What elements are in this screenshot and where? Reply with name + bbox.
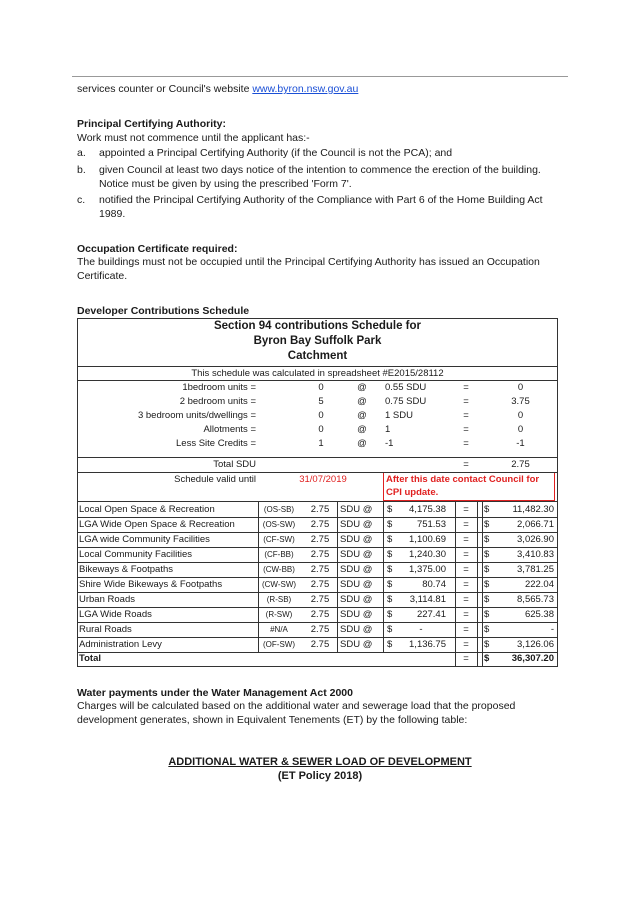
unit-rate: -1 (385, 438, 394, 449)
table-row (78, 502, 557, 518)
currency-sign: $ (387, 639, 393, 650)
table-row (78, 637, 557, 653)
contribution-amount: 3,126.06 (517, 639, 554, 650)
valid-label: Schedule valid until (174, 474, 256, 485)
contribution-unit: SDU @ (340, 624, 373, 635)
contribution-code: (R-SW) (265, 610, 293, 619)
currency-sign: $ (484, 639, 490, 650)
list-item (77, 194, 557, 221)
list-item-text: appointed a Principal Certifying Authority (if the Council is not the PCA); and (99, 147, 453, 159)
contribution-amount: 3,026.90 (517, 534, 554, 545)
currency-sign: $ (387, 534, 393, 545)
unit-total: 0 (517, 410, 524, 421)
total-amount: 36,307.20 (511, 653, 554, 664)
equals-sign: = (463, 639, 469, 650)
intro-paragraph (77, 83, 557, 97)
equals-sign: = (463, 564, 469, 575)
contribution-amount: - (550, 624, 554, 635)
currency-sign: $ (387, 594, 393, 605)
unit-label: Allotments = (203, 424, 256, 435)
grid-line (383, 502, 384, 652)
equals-sign: = (463, 594, 469, 605)
contribution-sdu: 2.75 (310, 534, 330, 545)
currency-sign: $ (484, 579, 490, 590)
equals-sign: = (463, 579, 469, 590)
grid-line (455, 502, 456, 666)
unit-label: 1bedroom units = (182, 382, 256, 393)
unit-rate: 1 (385, 424, 391, 435)
contribution-rate: 227.41 (416, 609, 446, 620)
at-sign: @ (357, 424, 367, 435)
contribution-amount: 2,066.71 (517, 519, 554, 530)
contribution-sdu: 2.75 (310, 624, 330, 635)
table-title-line: Section 94 contributions Schedule for (213, 320, 422, 332)
total-row (78, 652, 557, 666)
currency-sign: $ (387, 609, 393, 620)
equals-sign: = (463, 459, 469, 470)
contribution-unit: SDU @ (340, 534, 373, 545)
list-item (77, 147, 557, 161)
contribution-sdu: 2.75 (310, 609, 330, 620)
intro-text: services counter or Council's website (77, 83, 253, 95)
water-table-heading (155, 755, 485, 783)
contribution-name: Local Community Facilities (79, 549, 192, 560)
contribution-code: (OS-SW) (262, 520, 296, 529)
table-row (78, 607, 557, 623)
contribution-amount: 222.04 (524, 579, 554, 590)
water-table-subtitle: (ET Policy 2018) (277, 770, 363, 782)
table-row (78, 592, 557, 608)
contribution-code: (CF-BB) (264, 550, 294, 559)
contribution-rate: - (419, 624, 423, 635)
unit-label: Less Site Credits = (176, 438, 256, 449)
contribution-rate: 80.74 (422, 579, 446, 590)
unit-qty: 0 (318, 424, 324, 435)
unit-total: 0 (517, 382, 524, 393)
table-row (78, 622, 557, 638)
contribution-sdu: 2.75 (310, 594, 330, 605)
unit-rate: 1 SDU (385, 410, 413, 421)
grid-line (477, 502, 478, 666)
contribution-name: Bikeways & Footpaths (79, 564, 173, 575)
contribution-unit: SDU @ (340, 639, 373, 650)
list-item-text: given Council at least two days notice of the intention to commence the erection of the building. Notice must be given by using the prescribed 'Form 7'. (99, 164, 541, 190)
cpi-warning: After this date contact Council for CPI update. (386, 474, 540, 498)
unit-row (78, 381, 557, 395)
unit-total: -1 (516, 438, 525, 449)
equals-sign: = (463, 519, 469, 530)
grid-line (258, 502, 259, 652)
contribution-sdu: 2.75 (310, 564, 330, 575)
unit-row (78, 423, 557, 437)
list-item (77, 164, 557, 191)
contribution-unit: SDU @ (340, 609, 373, 620)
at-sign: @ (357, 410, 367, 421)
currency-sign: $ (484, 653, 490, 664)
contribution-code: #N/A (270, 625, 288, 634)
contribution-name: Administration Levy (79, 639, 162, 650)
currency-sign: $ (387, 579, 393, 590)
currency-sign: $ (484, 504, 490, 515)
contribution-name: Local Open Space & Recreation (79, 504, 215, 515)
currency-sign: $ (387, 519, 393, 530)
grid-line (482, 502, 483, 666)
contribution-code: (R-SB) (266, 595, 292, 604)
contribution-amount: 625.38 (524, 609, 554, 620)
contribution-code: (CW-BB) (263, 565, 295, 574)
equals-sign: = (463, 438, 469, 449)
total-sdu-label: Total SDU (213, 459, 256, 470)
equals-sign: = (463, 410, 469, 421)
table-title (78, 319, 557, 367)
table-title-line: Catchment (287, 350, 348, 362)
council-website-link[interactable]: www.byron.nsw.gov.au (252, 83, 359, 95)
contribution-rate: 4,175.38 (409, 504, 446, 515)
unit-rate: 0.55 SDU (385, 382, 427, 393)
contribution-name: Shire Wide Bikeways & Footpaths (79, 579, 223, 590)
contribution-rate: 3,114.81 (409, 594, 446, 605)
currency-sign: $ (387, 504, 393, 515)
currency-sign: $ (484, 564, 490, 575)
contribution-amount: 3,410.83 (517, 549, 554, 560)
contribution-code: (OS-SB) (263, 505, 295, 514)
currency-sign: $ (484, 549, 490, 560)
equals-sign: = (463, 624, 469, 635)
contribution-unit: SDU @ (340, 594, 373, 605)
contribution-code: (CF-SW) (263, 535, 295, 544)
contribution-sdu: 2.75 (310, 549, 330, 560)
valid-date: 31/07/2019 (299, 474, 347, 485)
contribution-rate: 1,375.00 (409, 564, 446, 575)
list-item-text: notified the Principal Certifying Authority of the Compliance with Part 6 of the Home Building Act 1989. (99, 194, 543, 220)
currency-sign: $ (387, 549, 393, 560)
table-row (78, 517, 557, 533)
contribution-rate: 1,100.69 (409, 534, 446, 545)
contribution-rate: 751.53 (416, 519, 446, 530)
equals-sign: = (463, 396, 469, 407)
unit-total: 3.75 (511, 396, 530, 407)
table-row (78, 562, 557, 578)
contribution-sdu: 2.75 (310, 519, 330, 530)
currency-sign: $ (484, 624, 490, 635)
occupation-heading: Occupation Certificate required: (77, 243, 238, 255)
unit-qty: 0 (318, 382, 324, 393)
water-table-title: ADDITIONAL WATER & SEWER LOAD OF DEVELOPMENT (168, 756, 472, 768)
equals-sign: = (463, 653, 469, 664)
unit-qty: 1 (318, 438, 324, 449)
table-row (78, 547, 557, 563)
equals-sign: = (463, 382, 469, 393)
at-sign: @ (357, 396, 367, 407)
unit-row (78, 395, 557, 409)
equals-sign: = (463, 504, 469, 515)
contribution-amount: 3,781.25 (517, 564, 554, 575)
equals-sign: = (463, 549, 469, 560)
contribution-unit: SDU @ (340, 549, 373, 560)
list-item-marker: c. (77, 194, 86, 206)
occupation-text: The buildings must not be occupied until the Principal Certifying Authority has issued an Occupation Certificate. (77, 256, 540, 282)
contributions-heading: Developer Contributions Schedule (77, 305, 250, 317)
contribution-unit: SDU @ (340, 519, 373, 530)
currency-sign: $ (387, 564, 393, 575)
header-rule (72, 76, 568, 77)
contribution-code: (CW-SW) (261, 580, 297, 589)
currency-sign: $ (484, 594, 490, 605)
contribution-unit: SDU @ (340, 504, 373, 515)
contribution-rate: 1,240.30 (409, 549, 446, 560)
currency-sign: $ (484, 609, 490, 620)
unit-row (78, 437, 557, 451)
unit-label: 2 bedroom units = (179, 396, 256, 407)
pca-heading: Principal Certifying Authority: (77, 118, 226, 130)
list-item-marker: b. (77, 164, 86, 176)
contribution-amount: 11,482.30 (512, 504, 554, 515)
contribution-name: LGA Wide Roads (79, 609, 152, 620)
unit-rate: 0.75 SDU (385, 396, 427, 407)
currency-sign: $ (387, 624, 393, 635)
total-sdu-value: 2.75 (511, 459, 530, 470)
at-sign: @ (357, 438, 367, 449)
contribution-name: Urban Roads (79, 594, 135, 605)
total-sdu-row (78, 458, 557, 472)
contribution-sdu: 2.75 (310, 504, 330, 515)
contribution-sdu: 2.75 (310, 579, 330, 590)
table-title-line: Byron Bay Suffolk Park (253, 335, 382, 347)
grid-line (337, 502, 338, 652)
equals-sign: = (463, 609, 469, 620)
contribution-name: LGA Wide Open Space & Recreation (79, 519, 235, 530)
equals-sign: = (463, 534, 469, 545)
contribution-amount: 8,565.73 (517, 594, 554, 605)
currency-sign: $ (484, 534, 490, 545)
contribution-rows (78, 502, 557, 652)
at-sign: @ (357, 382, 367, 393)
contribution-unit: SDU @ (340, 579, 373, 590)
unit-row (78, 409, 557, 423)
calc-note: This schedule was calculated in spreadsheet #E2015/28112 (78, 367, 557, 381)
contribution-sdu: 2.75 (310, 639, 330, 650)
cpi-warning-box (383, 473, 555, 501)
unit-label: 3 bedroom units/dwellings = (137, 410, 256, 421)
water-text: Charges will be calculated based on the additional water and sewerage load that the proposed development generates, shown in Equivalent Tenements (ET) by the following table: (77, 700, 516, 726)
contributions-table (77, 318, 558, 667)
table-row (78, 577, 557, 593)
total-label: Total (79, 653, 101, 664)
contribution-unit: SDU @ (340, 564, 373, 575)
sdu-calculation (78, 381, 557, 453)
currency-sign: $ (484, 519, 490, 530)
contribution-name: Rural Roads (79, 624, 132, 635)
list-item-marker: a. (77, 147, 86, 159)
water-heading: Water payments under the Water Management Act 2000 (77, 687, 353, 699)
table-row (78, 532, 557, 548)
equals-sign: = (463, 424, 469, 435)
unit-qty: 5 (318, 396, 324, 407)
unit-qty: 0 (318, 410, 324, 421)
contribution-name: LGA wide Community Facilities (79, 534, 210, 545)
contribution-rate: 1,136.75 (409, 639, 446, 650)
contribution-code: (OF-SW) (263, 640, 295, 649)
pca-lead: Work must not commence until the applicant has:- (77, 132, 310, 144)
unit-total: 0 (517, 424, 524, 435)
